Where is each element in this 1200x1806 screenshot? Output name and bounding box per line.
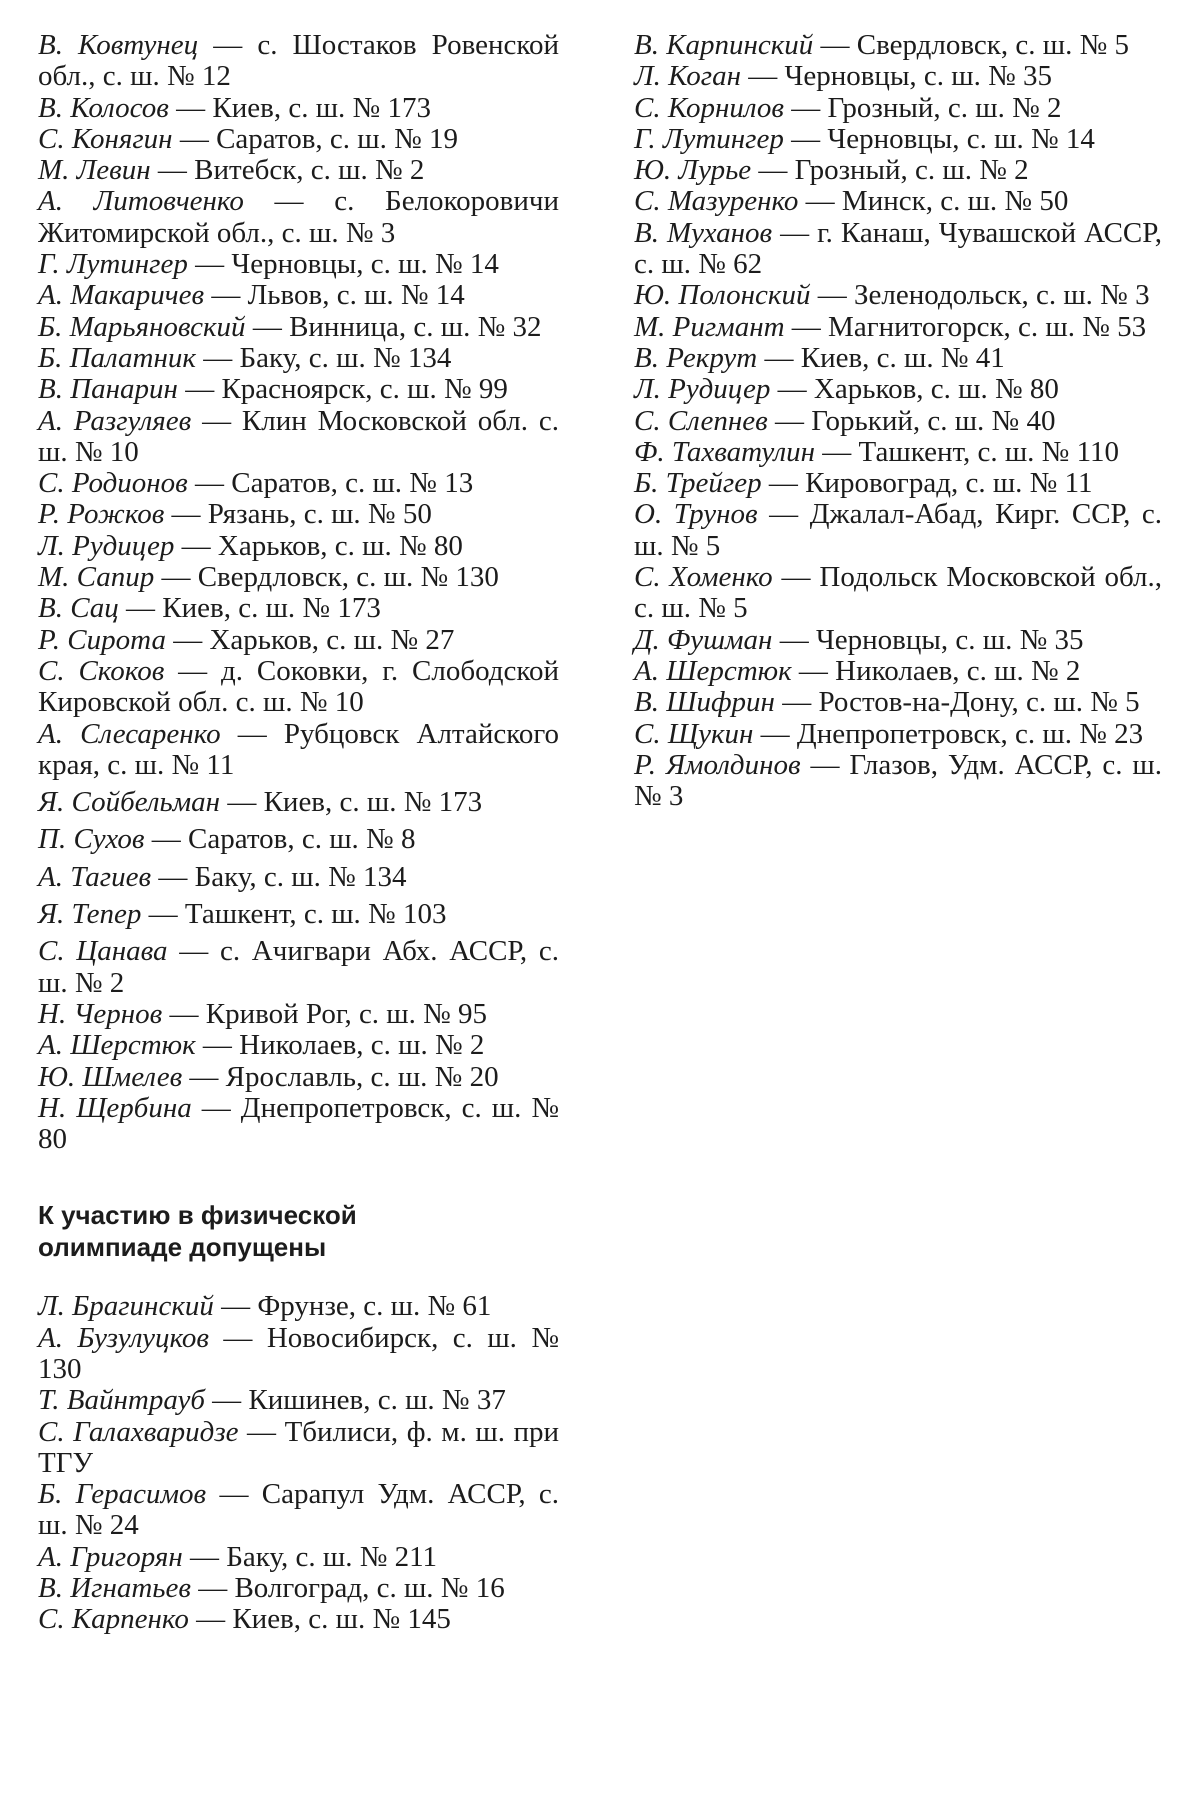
participant-name: С. Родионов — [38, 467, 188, 500]
participant-location: Киев, с. ш. № 41 — [800, 341, 1005, 374]
separator-dash: — — [800, 748, 850, 781]
participant-name: С. Скоков — [38, 654, 165, 687]
list-item — [38, 719, 559, 782]
list-item — [38, 1030, 559, 1061]
participant-name: М. Сапир — [38, 561, 155, 594]
list-item — [38, 899, 559, 930]
list-item — [634, 468, 1162, 499]
list-item — [38, 1323, 559, 1386]
left-column — [38, 30, 559, 1636]
separator-dash: — — [162, 997, 206, 1030]
separator-dash: — — [204, 1384, 249, 1417]
participant-name: В. Сац — [38, 592, 119, 625]
separator-dash: — — [177, 373, 222, 406]
participant-name: Г. Лутингер — [38, 248, 188, 281]
participant-location: Тбилиси, ф. м. ш. при ТГУ — [38, 1415, 560, 1479]
participant-name: С. Карпенко — [38, 1603, 189, 1636]
list-item — [38, 936, 559, 999]
participant-name: В. Колосов — [38, 91, 169, 124]
separator-dash: — — [243, 185, 335, 218]
participant-location: Баку, с. ш. № 134 — [239, 341, 452, 374]
participant-list-a — [38, 30, 559, 781]
list-item — [38, 374, 559, 405]
separator-dash: — — [813, 29, 857, 61]
participant-name: А. Слесаренко — [38, 717, 221, 750]
participant-name: В. Ковтунец — [38, 29, 199, 61]
participant-name: В. Муханов — [634, 216, 773, 249]
list-item — [38, 30, 559, 93]
list-item — [38, 625, 559, 656]
list-item — [634, 312, 1162, 343]
participant-name: Р. Рожков — [38, 498, 165, 531]
separator-dash: — — [772, 623, 816, 656]
participant-name: Б. Трейгер — [634, 467, 762, 500]
participant-name: А. Григорян — [38, 1540, 183, 1573]
separator-dash: — — [204, 279, 248, 312]
participant-name: Л. Брагинский — [38, 1290, 214, 1323]
separator-dash: — — [141, 898, 185, 931]
participant-name: Ф. Тахватулин — [634, 435, 816, 468]
participant-location: Грозный, с. ш. № 2 — [794, 154, 1029, 187]
separator-dash: — — [213, 1290, 258, 1323]
separator-dash: — — [167, 935, 220, 968]
participant-location: с. Шостаков Ровенской обл., с. ш. № 12 — [38, 29, 560, 93]
participant-location: Минск, с. ш. № 50 — [841, 185, 1069, 218]
participant-list-c — [38, 999, 559, 1155]
participant-name: Н. Щербина — [38, 1091, 192, 1124]
participant-name: Л. Рудицер — [634, 373, 771, 406]
list-item — [38, 93, 559, 124]
separator-dash: — — [772, 216, 818, 249]
separator-dash: — — [784, 310, 829, 343]
separator-dash: — — [220, 717, 284, 750]
participant-location: Черновцы, с. ш. № 35 — [784, 60, 1053, 93]
participant-name: В. Игнатьев — [38, 1572, 191, 1605]
list-item — [634, 186, 1162, 217]
list-item — [634, 155, 1162, 186]
participant-name: Б. Палатник — [38, 341, 196, 374]
list-item — [634, 719, 1162, 750]
list-item — [38, 531, 559, 562]
list-item — [634, 750, 1162, 813]
participant-location: Киев, с. ш. № 173 — [212, 91, 431, 124]
list-item — [38, 312, 559, 343]
list-item — [38, 343, 559, 374]
separator-dash: — — [810, 279, 854, 312]
participant-name: А. Разгуляев — [38, 404, 192, 437]
list-item — [634, 30, 1162, 61]
separator-dash: — — [772, 561, 820, 594]
participant-name: С. Слепнев — [634, 404, 768, 437]
list-item — [634, 374, 1162, 405]
separator-dash: — — [751, 154, 795, 187]
participant-location: Харьков, с. ш. № 80 — [217, 529, 463, 562]
list-item — [38, 1291, 559, 1322]
separator-dash: — — [757, 498, 810, 531]
participant-location: Черновцы, с. ш. № 14 — [827, 122, 1095, 155]
participant-name: Я. Сойбельман — [38, 786, 221, 819]
participant-location: Кишинев, с. ш. № 37 — [248, 1384, 506, 1417]
separator-dash: — — [150, 154, 195, 187]
participant-location: Харьков, с. ш. № 80 — [813, 373, 1059, 406]
list-item — [634, 280, 1162, 311]
separator-dash: — — [791, 654, 836, 687]
list-item — [634, 406, 1162, 437]
participant-name: Л. Коган — [634, 60, 741, 93]
list-item — [38, 1542, 559, 1573]
list-item — [38, 1479, 559, 1542]
list-item — [38, 1062, 559, 1093]
participant-location: Кировоград, с. ш. № 11 — [805, 467, 1093, 500]
participant-location: Днепропетровск, с. ш. № 80 — [38, 1091, 559, 1156]
separator-dash: — — [195, 1029, 240, 1062]
list-item — [38, 562, 559, 593]
separator-dash: — — [761, 467, 806, 500]
separator-dash: — — [220, 786, 264, 819]
participant-name: С. Конягин — [38, 122, 173, 155]
participant-location: Ташкент, с. ш. № 110 — [858, 435, 1120, 468]
participant-name: А. Литовченко — [38, 185, 244, 218]
participant-name: Н. Чернов — [38, 997, 163, 1030]
separator-dash: — — [187, 467, 232, 500]
participant-name: Ю. Полонский — [634, 279, 811, 312]
participant-location: Фрунзе, с. ш. № 61 — [257, 1290, 492, 1323]
participant-name: Ю. Шмелев — [38, 1060, 183, 1093]
list-item — [38, 1385, 559, 1416]
physics-participant-list — [38, 1291, 559, 1635]
separator-dash: — — [774, 686, 819, 719]
separator-dash: — — [164, 654, 222, 687]
list-item — [634, 687, 1162, 718]
separator-dash: — — [164, 498, 208, 531]
participant-name: Т. Вайнтрауб — [38, 1384, 205, 1417]
separator-dash: — — [198, 29, 258, 61]
list-item — [38, 249, 559, 280]
separator-dash: — — [798, 185, 842, 218]
list-item — [634, 93, 1162, 124]
participant-location: Киев, с. ш. № 173 — [263, 786, 483, 819]
list-item — [38, 999, 559, 1030]
separator-dash: — — [783, 122, 828, 155]
participant-name: П. Сухов — [38, 823, 145, 856]
separator-dash: — — [191, 404, 242, 437]
separator-dash: — — [753, 717, 797, 750]
participant-location: Подольск Московской обл., с. ш. № 5 — [634, 561, 1162, 625]
participant-location: Ташкент, с. ш. № 103 — [184, 898, 447, 931]
participant-location: Горький, с. ш. № 40 — [811, 404, 1056, 437]
separator-dash: — — [195, 341, 240, 374]
participant-location: Саратов, с. ш. № 19 — [216, 122, 459, 155]
participant-location: Черновцы, с. ш. № 14 — [231, 248, 499, 281]
participant-name: В. Рекрут — [634, 341, 758, 374]
participant-name: Д. Фушман — [634, 623, 773, 656]
list-item — [38, 1573, 559, 1604]
participant-location: Баку, с. ш. № 134 — [194, 860, 407, 893]
participant-location: с. Белокоровичи Житомирской обл., с. ш. № 3 — [38, 185, 559, 249]
participant-location: Винница, с. ш. № 32 — [289, 310, 542, 343]
participant-name: Р. Сирота — [38, 623, 166, 656]
separator-dash: — — [190, 1572, 235, 1605]
list-item — [634, 625, 1162, 656]
separator-dash: — — [238, 1415, 285, 1448]
separator-dash: — — [767, 404, 812, 437]
participant-location: Баку, с. ш. № 211 — [226, 1540, 438, 1573]
list-item — [38, 155, 559, 186]
participant-name: А. Бузулуцков — [38, 1321, 210, 1354]
participant-list-b — [38, 787, 559, 999]
participant-name: М. Левин — [38, 154, 151, 187]
participant-location: Сарапул Удм. АССР, с. ш. № 24 — [38, 1478, 559, 1542]
list-item — [38, 656, 559, 719]
separator-dash: — — [757, 341, 801, 374]
participant-name: В. Карпинский — [634, 29, 814, 61]
list-item — [38, 468, 559, 499]
participant-name: С. Галахваридзе — [38, 1415, 239, 1448]
separator-dash: — — [168, 91, 213, 124]
participant-name: Г. Лутингер — [634, 122, 784, 155]
list-item — [38, 1604, 559, 1635]
participant-name: С. Цанава — [38, 935, 168, 968]
participant-name: С. Мазуренко — [634, 185, 799, 218]
participant-location: г. Канаш, Чувашской АССР, с. ш. № 62 — [634, 216, 1163, 281]
separator-dash: — — [187, 248, 232, 281]
list-item — [634, 499, 1162, 562]
list-item — [38, 499, 559, 530]
separator-dash: — — [188, 1603, 233, 1636]
participant-name: В. Панарин — [38, 373, 178, 406]
participant-name: А. Шерстюк — [38, 1029, 196, 1062]
participant-name: Б. Герасимов — [38, 1478, 207, 1511]
separator-dash: — — [182, 1060, 226, 1093]
participant-location: Саратов, с. ш. № 8 — [188, 823, 416, 856]
list-item — [634, 218, 1162, 281]
list-item — [38, 593, 559, 624]
list-item — [38, 862, 559, 893]
separator-dash: — — [165, 623, 210, 656]
participant-location: Рязань, с. ш. № 50 — [207, 498, 432, 531]
participant-location: Киев, с. ш. № 173 — [162, 592, 381, 625]
participant-name: А. Макаричев — [38, 279, 205, 312]
participant-location: Харьков, с. ш. № 27 — [209, 623, 455, 656]
participant-location: Ярославль, с. ш. № 20 — [225, 1060, 499, 1093]
participant-location: Красноярск, с. ш. № 99 — [221, 373, 508, 406]
list-item — [634, 437, 1162, 468]
list-item — [38, 824, 559, 855]
participant-name: О. Трунов — [634, 498, 758, 531]
participant-location: Грозный, с. ш. № 2 — [827, 91, 1062, 124]
participant-location: с. Ачигвари Абх. АССР, с. ш. № 2 — [38, 935, 560, 999]
separator-dash: — — [206, 1478, 262, 1511]
participant-location: Саратов, с. ш. № 13 — [231, 467, 474, 500]
participant-location: Новосибирск, с. ш. № 130 — [38, 1321, 559, 1385]
participant-name: Ю. Лурье — [634, 154, 752, 187]
separator-dash: — — [741, 60, 785, 93]
participant-location: Клин Московской обл. с. ш. № 10 — [38, 404, 559, 468]
list-item — [634, 343, 1162, 374]
list-item — [38, 1417, 559, 1480]
participant-name: Л. Рудицер — [38, 529, 175, 562]
list-item — [634, 656, 1162, 687]
participant-location: Черновцы, с. ш. № 35 — [815, 623, 1084, 656]
list-item — [634, 124, 1162, 155]
participant-name: Б. Марьяновский — [38, 310, 246, 343]
separator-dash: — — [815, 435, 859, 468]
list-item — [38, 1093, 559, 1156]
participant-name: Р. Ямолдинов — [634, 748, 801, 781]
participant-name: А. Тагиев — [38, 860, 152, 893]
right-column — [634, 30, 1162, 812]
participant-name: А. Шерстюк — [634, 654, 792, 687]
separator-dash: — — [172, 122, 217, 155]
separator-dash: — — [182, 1540, 227, 1573]
section-heading-physics: К участию в физической олимпиаде допущены — [38, 1200, 357, 1263]
participant-location: Витебск, с. ш. № 2 — [194, 154, 425, 187]
participant-location: Кривой Рог, с. ш. № 95 — [205, 997, 488, 1030]
list-item — [38, 186, 559, 249]
participant-location: Магнитогорск, с. ш. № 53 — [828, 310, 1147, 343]
separator-dash: — — [245, 310, 290, 343]
separator-dash: — — [118, 592, 163, 625]
participant-location: Зеленодольск, с. ш. № 3 — [853, 279, 1150, 312]
participant-location: Николаев, с. ш. № 2 — [835, 654, 1081, 687]
list-item — [38, 787, 559, 818]
participant-name: С. Корнилов — [634, 91, 784, 124]
participant-name: Я. Тепер — [38, 898, 142, 931]
participant-location: Глазов, Удм. АССР, с. ш. № 3 — [634, 748, 1162, 813]
participant-name: С. Хоменко — [634, 561, 773, 594]
participant-location: Киев, с. ш. № 145 — [232, 1603, 451, 1636]
participant-name: В. Шифрин — [634, 686, 775, 719]
participant-location: Волгоград, с. ш. № 16 — [234, 1572, 505, 1605]
participant-location: Днепропетровск, с. ш. № 23 — [796, 717, 1144, 750]
list-item — [38, 124, 559, 155]
separator-dash: — — [144, 823, 189, 856]
separator-dash: — — [209, 1321, 267, 1354]
participant-location: Николаев, с. ш. № 2 — [239, 1029, 485, 1062]
participant-name: М. Ригмант — [634, 310, 785, 343]
participant-location: Львов, с. ш. № 14 — [247, 279, 465, 312]
participant-location: Рубцовск Алтайского края, с. ш. № 11 — [38, 717, 559, 781]
separator-dash: — — [154, 561, 198, 594]
separator-dash: — — [770, 373, 814, 406]
participant-location: Свердловск, с. ш. № 5 — [856, 29, 1129, 61]
participant-location: Ростов-на-Дону, с. ш. № 5 — [818, 686, 1140, 719]
list-item — [38, 280, 559, 311]
participant-name: С. Щукин — [634, 717, 754, 750]
participant-list-right — [634, 30, 1162, 812]
list-item — [634, 61, 1162, 92]
participant-location: Джалал-Абад, Кирг. ССР, с. ш. № 5 — [634, 498, 1162, 562]
participant-location: д. Соковки, г. Слободской Кировской обл. с. ш. № 10 — [38, 654, 559, 719]
separator-dash: — — [151, 860, 195, 893]
separator-dash: — — [174, 529, 218, 562]
participant-location: Свердловск, с. ш. № 130 — [197, 561, 499, 594]
separator-dash: — — [191, 1091, 241, 1124]
separator-dash: — — [783, 91, 828, 124]
list-item — [38, 406, 559, 469]
list-item — [634, 562, 1162, 625]
